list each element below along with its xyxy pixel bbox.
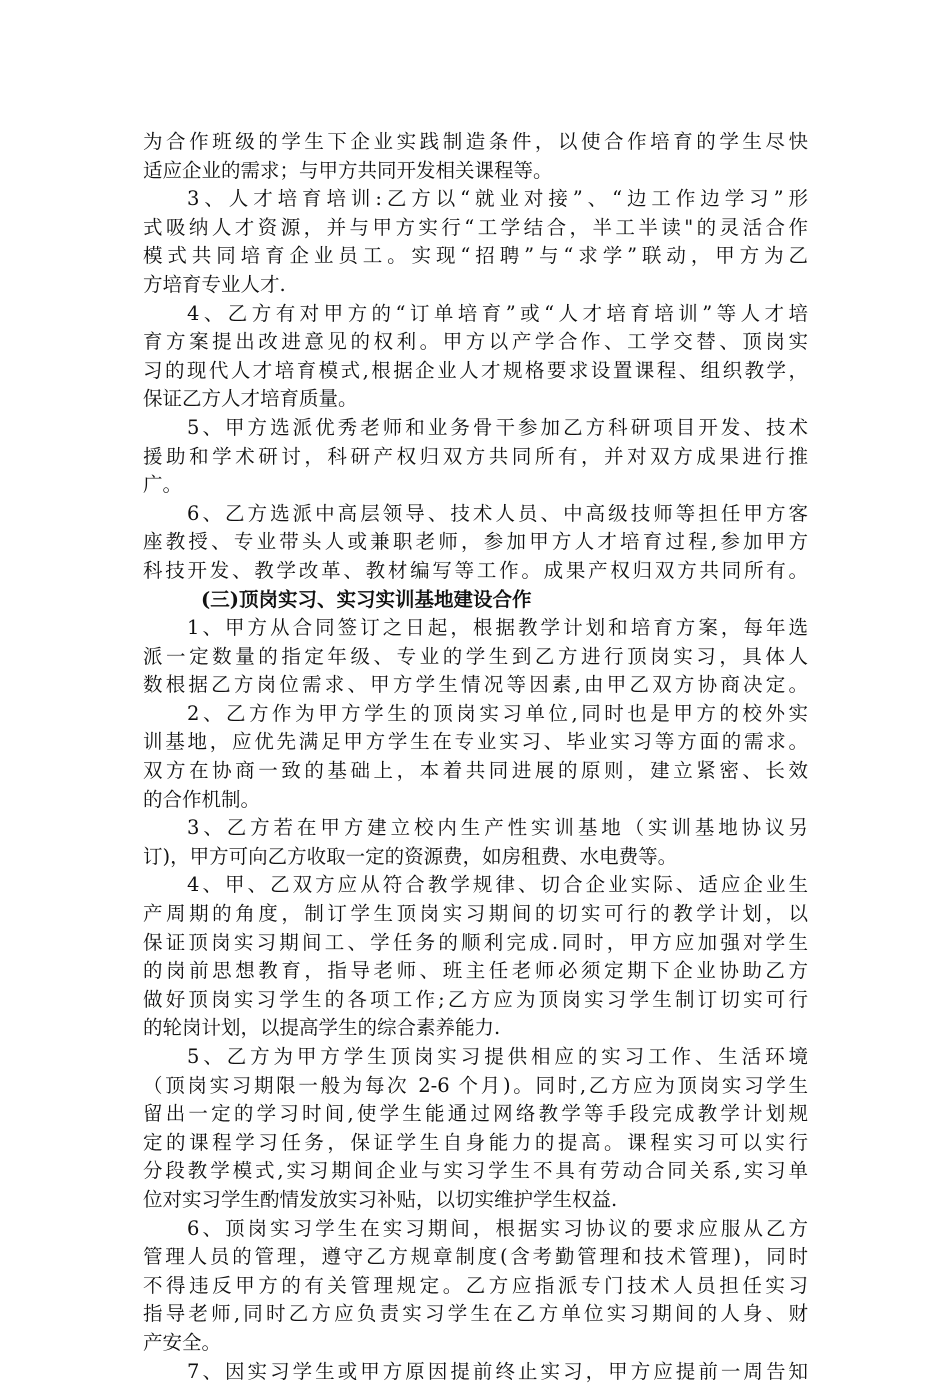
paragraph-start: 4、甲、乙双方应从符合教学规律、切合企业实际、适应企业生 xyxy=(187,873,808,897)
text-line: 援助和学术研讨，科研产权归双方共同所有，并对双方成果进行推 xyxy=(143,444,808,468)
paragraph-start: 5、甲方选派优秀老师和业务骨干参加乙方科研项目开发、技术 xyxy=(187,415,808,439)
text-line: 保证顶岗实习期间工、学任务的顺利完成.同时，甲方应加强对学生 xyxy=(143,930,808,954)
text-line: 科技开发、教学改革、教材编写等工作。成果产权归双方共同所有。 xyxy=(143,558,808,582)
text-line: 的轮岗计划，以提高学生的综合素养能力. xyxy=(143,1016,501,1040)
text-line: 数根据乙方岗位需求、甲方学生情况等因素,由甲乙双方协商决定。 xyxy=(143,673,808,697)
document-body xyxy=(143,128,808,1386)
text-line: 育方案提出改进意见的权利。甲方以产学合作、工学交替、顶岗实 xyxy=(143,330,808,354)
text-line: 不得违反甲方的有关管理规定。乙方应指派专门技术人员担任实习 xyxy=(143,1273,808,1297)
text-line: （顶岗实习期限一般为每次 2-6 个月)。同时,乙方应为顶岗实习学生 xyxy=(143,1073,808,1097)
text-line: 模式共同培育企业员工。实现“招聘”与“求学”联动，甲方为乙 xyxy=(143,244,808,268)
text-line: 留出一定的学习时间,使学生能通过网络教学等手段完成教学计划规 xyxy=(143,1102,808,1126)
text-line: 产安全。 xyxy=(143,1330,222,1354)
text-line: 分段教学模式,实习期间企业与实习学生不具有劳动合同关系,实习单 xyxy=(143,1159,808,1183)
text-line: 为合作班级的学生下企业实践制造条件，以使合作培育的学生尽快 xyxy=(143,130,808,153)
text-line: 习的现代人才培育模式,根据企业人才规格要求设置课程、组织教学， xyxy=(143,358,808,382)
text-line: 订)，甲方可向乙方收取一定的资源费，如房租费、水电费等。 xyxy=(143,844,678,868)
paragraph-start: 6、顶岗实习学生在实习期间，根据实习协议的要求应服从乙方 xyxy=(187,1216,808,1240)
text-line: 位对实习学生酌情发放实习补贴，以切实维护学生权益. xyxy=(143,1187,618,1211)
text-line: 的合作机制。 xyxy=(143,787,261,811)
text-line: 指导老师,同时乙方应负责实习学生在乙方单位实习期间的人身、财 xyxy=(143,1302,808,1326)
text-line: 适应企业的需求；与甲方共同开发相关课程等。 xyxy=(143,158,553,182)
paragraph-start: 1、甲方从合同签订之日起，根据教学计划和培育方案，每年选 xyxy=(187,616,808,640)
text-line: 派一定数量的指定年级、专业的学生到乙方进行顶岗实习，具体人 xyxy=(143,644,808,668)
text-line: 产周期的角度，制订学生顶岗实习期间的切实可行的教学计划，以 xyxy=(143,902,808,926)
paragraph-start: 5、乙方为甲方学生顶岗实习提供相应的实习工作、生活环境 xyxy=(187,1045,808,1068)
paragraph-start: 3、乙方若在甲方建立校内生产性实训基地（实训基地协议另 xyxy=(187,816,808,840)
text-line: 座教授、专业带头人或兼职老师，参加甲方人才培育过程,参加甲方 xyxy=(143,530,808,554)
text-line: 定的课程学习任务，保证学生自身能力的提高。课程实习可以实行 xyxy=(143,1130,808,1154)
text-line: 广。 xyxy=(143,473,183,497)
text-line: 管理人员的管理，遵守乙方规章制度(含考勤管理和技术管理)，同时 xyxy=(143,1245,808,1269)
paragraph-start: 2、乙方作为甲方学生的顶岗实习单位,同时也是甲方的校外实 xyxy=(187,701,808,725)
section-heading: (三)顶岗实习、实习实训基地建设合作 xyxy=(201,587,532,611)
paragraph-start: 3、人才培育培训:乙方以“就业对接”、“边工作边学习”形 xyxy=(187,187,808,211)
text-line: 双方在协商一致的基础上，本着共同进展的原则，建立紧密、长效 xyxy=(143,759,808,783)
text-line: 训基地，应优先满足甲方学生在专业实习、毕业实习等方面的需求。 xyxy=(143,730,808,754)
text-line: 方培育专业人才. xyxy=(143,272,286,296)
paragraph-start: 7、因实习学生或甲方原因提前终止实习，甲方应提前一周告知 xyxy=(187,1359,808,1383)
paragraph-start: 6、乙方选派中高层领导、技术人员、中高级技师等担任甲方客 xyxy=(187,501,808,525)
text-line: 保证乙方人才培育质量。 xyxy=(143,387,358,411)
text-line: 式吸纳人才资源，并与甲方实行“工学结合，半工半读"的灵活合作 xyxy=(143,215,808,239)
paragraph-start: 4、乙方有对甲方的“订单培育”或“人才培育培训”等人才培 xyxy=(187,301,808,325)
text-line: 的岗前思想教育，指导老师、班主任老师必须定期下企业协助乙方 xyxy=(143,959,808,983)
text-line: 做好顶岗实习学生的各项工作;乙方应为顶岗实习学生制订切实可行 xyxy=(143,987,808,1011)
